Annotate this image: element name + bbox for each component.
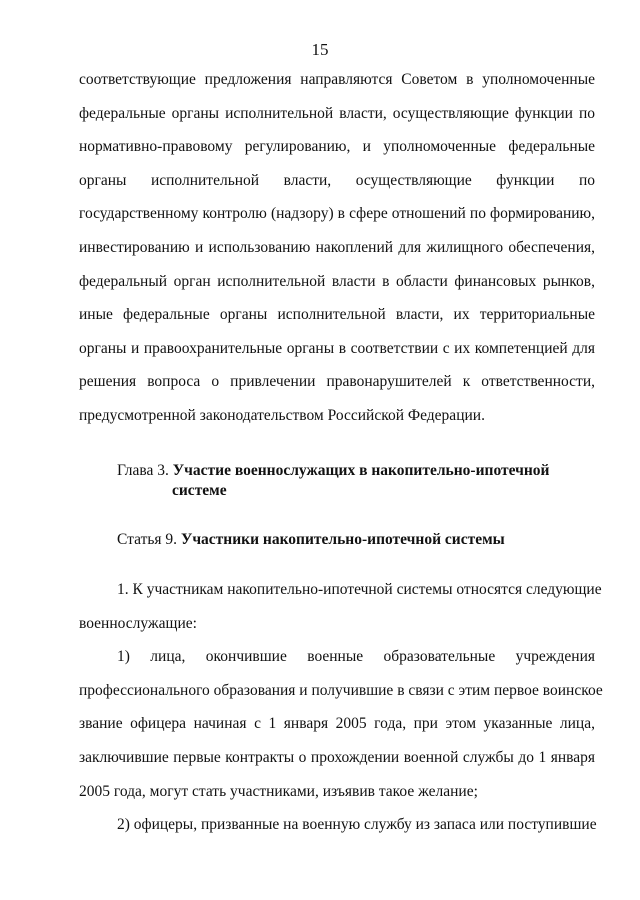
text-line: органы исполнительной власти, осуществляющие функции по bbox=[79, 171, 595, 189]
paragraph-block-2 bbox=[79, 573, 603, 842]
text-line: органы и правоохранительные органы в соответствии с их компетенцией для bbox=[79, 339, 595, 357]
text-line: решения вопроса о привлечении правонарушителей к ответственности, bbox=[79, 373, 595, 391]
chapter-heading bbox=[117, 461, 549, 501]
text-line: инвестированию и использованию накоплений для жилищного обеспечения, bbox=[79, 238, 595, 256]
text-line: военнослужащие: bbox=[79, 614, 197, 632]
text-line: соответствующие предложения направляются Советом в уполномоченные bbox=[79, 71, 595, 88]
text-line: 2005 года, могут стать участниками, изъявив такое желание; bbox=[79, 782, 478, 800]
text-line: 1. К участникам накопительно-ипотечной системы относятся следующие bbox=[117, 581, 602, 598]
text-line: иные федеральные органы исполнительной власти, их территориальные bbox=[79, 306, 595, 324]
text-line: предусмотренной законодательством Российской Федерации. bbox=[79, 406, 485, 424]
article-heading bbox=[117, 530, 505, 550]
chapter-title-line1: Участие военнослужащих в накопительно-ипотечной bbox=[172, 462, 550, 479]
chapter-prefix: Глава 3. bbox=[117, 462, 169, 479]
text-line: государственному контролю (надзору) в сфере отношений по формированию, bbox=[79, 205, 595, 223]
article-title: Участники накопительно-ипотечной системы bbox=[180, 531, 505, 548]
text-line: заключившие первые контракты о прохождении военной службы до 1 января bbox=[79, 748, 595, 766]
article-prefix: Статья 9. bbox=[117, 531, 178, 548]
text-line: федеральные органы исполнительной власти, осуществляющие функции по bbox=[79, 104, 595, 122]
text-line: 1) лица, окончившие военные образовательные учреждения bbox=[117, 648, 595, 666]
page-number: 15 bbox=[311, 40, 329, 59]
text-line: профессионального образования и получившие в связи с этим первое воинское bbox=[79, 681, 603, 699]
text-line: нормативно-правовому регулированию, и уполномоченные федеральные bbox=[79, 138, 595, 156]
text-line: федеральный орган исполнительной власти в области финансовых рынков, bbox=[79, 272, 595, 290]
text-line: звание офицера начиная с 1 января 2005 года, при этом указанные лица, bbox=[79, 715, 595, 733]
text-line: 2) офицеры, призванные на военную службу из запаса или поступившие bbox=[117, 816, 597, 834]
chapter-title-line2: системе bbox=[172, 482, 227, 499]
paragraph-block-1 bbox=[79, 63, 595, 433]
